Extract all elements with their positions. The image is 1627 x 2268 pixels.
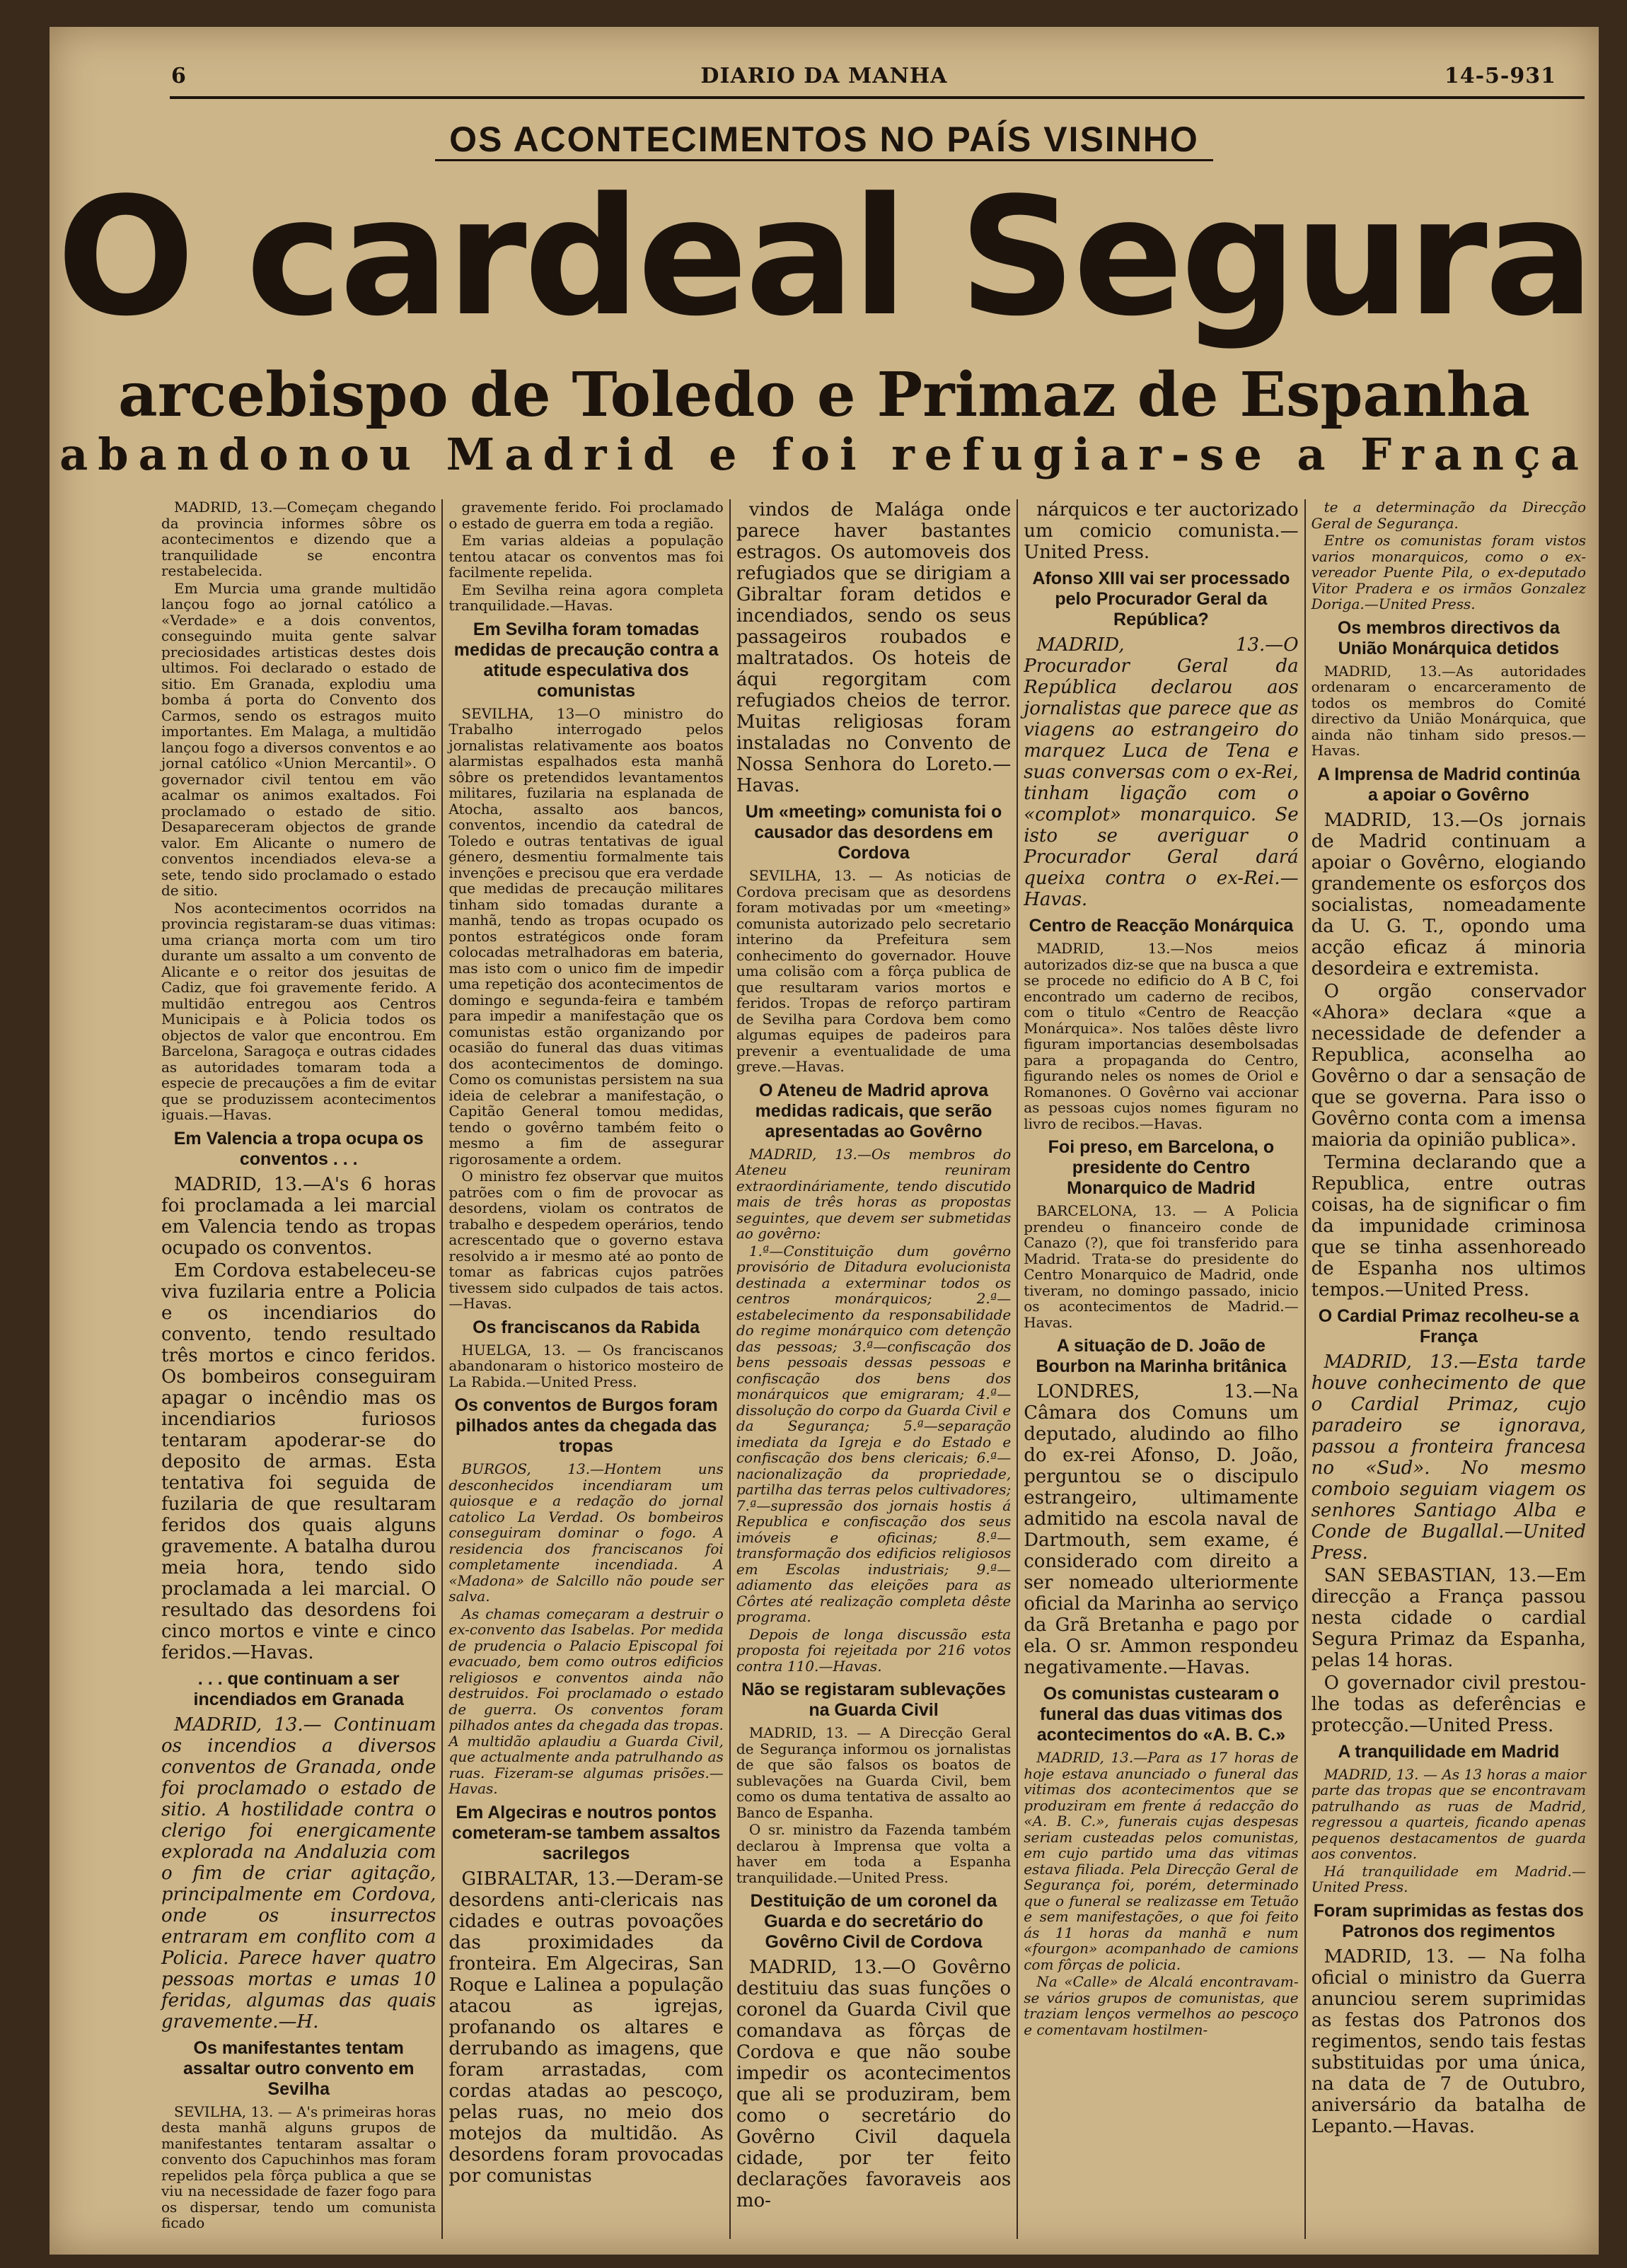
article-subheading: Em Valencia a tropa ocupa os conventos . . . xyxy=(173,1128,424,1169)
article-subheading: O Cardial Primaz recolheu-se a França xyxy=(1318,1305,1579,1347)
article-paragraph: te a determinação da Direcção Geral de Segurança. xyxy=(1311,499,1587,532)
article-paragraph: SEVILHA, 13—O ministro do Trabalho interrogado pelos jornalistas relativamente aos boatos alarmistas espalhados esta manhã sôbre os pretendidos levantamentos militares, fuzilaria na esplanada de Atocha, assalto aos bancos, conventos, incendio da catedral de Toledo e outras tentativas de igual género, desmentiu formalmente tais invenções e precisou que era verdade que medidas de precaução militares tinham sido tomadas durante a manhã, tendo as tropas ocupado os pontos estratégicos onde foram colocadas metralhadoras em bateria, mas isto com o unico fim de impedir uma repetição dos acontecimentos de domingo e segunda-feira e também para impedir a manifestação que os comunistas estão organizando por ocasião do funeral das duas vitimas dos acontecimentos de domingo. Como os comunistas persistem na sua ideia de celebrar a manifestação, o Capitão General tomou medidas, tendo o govêrno também feito o mesmo a fim de assegurar rigorosamente a ordem. xyxy=(448,704,724,1168)
article-paragraph: As chamas começaram a destruir o ex-convento das Isabelas. Por medida de prudencia o Palacio Episcopal foi evacuado, bem como outros edificios religiosos e conventos ainda não destruidos. Foi proclamado o estado de guerra. Os conventos foram pilhados antes da chegada das tropas. A multidão aplaudiu a Guarda Civil, que actualmente anda patrulhando as ruas. Fizeram-se algumas prisões.—Havas. xyxy=(448,1605,724,1797)
article-paragraph: MADRID, 13. — As 13 horas a maior parte das tropas que se encontravam patrulhando as ruas de Madrid, regressou a quarteis, ficando apenas pequenos destacamentos de guarda aos conventos. xyxy=(1311,1765,1587,1862)
article-paragraph: HUELGA, 13. — Os franciscanos abandonaram o historico mosteiro de La Rabida.—United Press. xyxy=(448,1341,724,1390)
article-paragraph: Termina declarando que a Republica, entre outras coisas, ha de significar o fim da impunidade criminosa que se tinha assenhoreado de Espanha nos ultimos tempos.—United Press. xyxy=(1311,1151,1587,1301)
article-paragraph: MADRID, 13.—A's 6 horas foi proclamada a lei marcial em Valencia tendo as tropas ocupado os conventos. xyxy=(161,1173,436,1259)
page-number: 6 xyxy=(171,64,187,88)
article-subheading: Não se registaram sublevações na Guarda Civil xyxy=(741,1680,1006,1720)
article-subheading: Em Sevilha foram tomadas medidas de precaução contra a atitude especulativa dos comunistas xyxy=(453,619,719,701)
article-paragraph: Nos acontecimentos ocorridos na provincia registaram-se duas vitimas: uma criança morta com um tiro durante um assalto a um convento de Alicante e o reitor dos jesuitas de Cadiz, que foi gravemente ferido. A multidão entregou aos Centros Municipais e à Policia todos os objectos de valor que encontrou. Em Barcelona, Saragoça e outras cidades as autoridades tomaram toda a especie de precauções a fim de evitar que se produzissem acontecimentos iguais.—Havas. xyxy=(161,899,436,1123)
article-subheading: Os comunistas custearam o funeral das duas vitimas dos acontecimentos do «A. B. C.» xyxy=(1036,1684,1286,1745)
article-paragraph: BURGOS, 13.—Hontem uns desconhecidos incendiaram um quiosque e a redação do jornal catolico La Verdad. Os bombeiros conseguiram dominar o fogo. A residencia dos franciscanos foi completamente incendiada. A «Madona» de Salcillo não poude ser salva. xyxy=(448,1460,724,1605)
column-2 xyxy=(443,499,730,2239)
article-paragraph: SEVILHA, 13. — A's primeiras horas desta manhã alguns grupos de manifestantes tentaram assaltar o convento dos Capuchinhos mas foram repelidos pela fôrça publica a que se viu na necessidade de fazer fogo para os dispersar, tendo um comunista ficado xyxy=(161,2103,436,2231)
article-subheading: Destituição de um coronel da Guarda e do secretário do Govêrno Civil de Cordova xyxy=(750,1891,997,1952)
article-paragraph: MADRID, 13.—Nos meios autorizados diz-se que na busca a que se procede no edificio do A B C, foi encontrado um caderno de recibos, com o titulo «Centro de Reacção Monárquica». Nos talões dêste livro figuram importancias desembolsadas para a propaganda do Centro, figurando neles os nomes de Oriol e Romanones. O Govêrno vai accionar as pessoas cujos nomes figuram no livro de recibos.—Havas. xyxy=(1024,940,1299,1132)
paper-name: DIARIO DA MANHA xyxy=(700,64,948,88)
article-columns xyxy=(156,499,1592,2239)
article-subheading: Centro de Reacção Monárquica xyxy=(1029,916,1294,936)
article-paragraph: GIBRALTAR, 13.—Deram-se desordens anti-clericais nas cidades e outras povoações das proximidades da fronteira. Em Algeciras, San Roque e Lalinea a população atacou as igrejas, profanando os altares e derrubando as imagens, que foram arrastadas, com cordas atadas ao pescoço, pelas ruas, no meio dos motejos da multidão. As desordens foram provocadas por comunistas xyxy=(448,1868,724,2187)
newspaper-page xyxy=(50,27,1599,2255)
headline: O cardeal Segura xyxy=(57,163,1592,352)
article-paragraph: LONDRES, 13.—Na Câmara dos Comuns um deputado, aludindo ao filho do ex-rei Afonso, D. João, perguntou se o discipulo estrangeiro, ultimamente admitido na escola naval de Dartmouth, sem exame, é considerado com direito a ser nomeado ulteriormente oficial da Marinha ao serviço da Grã Bretanha e pago por ela. O sr. Ammon respondeu negativamente.—Havas. xyxy=(1024,1381,1299,1678)
article-paragraph: MADRID, 13.—Para as 17 horas de hoje estava anunciado o funeral das vitimas dos acontecimentos que se produziram em frente á redacção do «A. B. C.», funerais cujas despesas seriam custeadas pelos comunistas, em cujo partido uma das vitimas estava filiada. Pela Direcção Geral de Segurança foi, porém, determinado que o funeral se realizasse em Tetuão e sem manifestações, o que foi feito ás 11 horas da manhã e num «fourgon» acompanhado de camions com fôrças de policia. xyxy=(1024,1749,1299,1973)
article-paragraph: Em varias aldeias a população tentou atacar os conventos mas foi facilmente repelida. xyxy=(448,532,724,581)
article-paragraph: O ministro fez observar que muitos patrões com o fim de provocar as desordens, violam os contratos de trabalho e despedem operários, tendo acrescentado que o governo estava resolvido a ir mesmo até ao ponto de tomar as fabricas cujos patrões tivessem sido culpados de tais actos.—Havas. xyxy=(448,1168,724,1312)
article-subheading: Os membros directivos da União Monárquica detidos xyxy=(1337,617,1560,658)
article-paragraph: MADRID, 13.—O Procurador Geral da República declarou aos jornalistas que parece que as viagens ao estrangeiro do marquez Luca de Tena e suas conversas com o ex-Rei, tinham ligação com o «complot» monarquico. Se isto se averiguar o Procurador Geral dará queixa contra o ex-Rei.—Havas. xyxy=(1024,634,1299,910)
article-paragraph: Há tranquilidade em Madrid.—United Press. xyxy=(1311,1862,1587,1895)
article-paragraph: Em Murcia uma grande multidão lançou fogo ao jornal católico a «Verdade» e a dois conventos, conseguindo muita gente salvar preciosidades artisticas destes dois ultimos. Foi declarado o estado de sitio. Em Granada, explodiu uma bomba á porta do Convento dos Carmos, sendo os estragos muito importantes. Em Malaga, a multidão lançou fogo a diversos conventos e ao jornal católico «Union Mercantil». O governador civil tentou em vão acalmar os animos exaltados. Foi proclamado o estado de sitio. Desapareceram objectos de grande valor. Em Alicante o numero de conventos incendiados eleva-se a sete, tendo sido proclamado o estado de sitio. xyxy=(161,579,436,899)
article-subheading: Os manifestantes tentam assaltar outro convento em Sevilha xyxy=(183,2037,415,2099)
article-paragraph: 1.ª—Constituição dum govêrno provisório de Ditadura evolucionista destinada a exterminar todos os centros monárquicos; 2.ª—estabelecimento da responsabilidade do regime monárquico com detenção das pessoas; 3.ª—confiscação dos bens pessoais dessas pessoas e confiscação dos bens dos monárquicos que emigraram; 4.ª—dissolução do corpo da Guarda Civil e da Segurança; 5.ª—separação imediata da Igreja e do Estado e confiscação dos bens clericais; 6.ª—nacionalização da propriedade, partilha das terras pelos cultivadores; 7.ª—supressão dos jornais hostis á Republica e confiscação dos seus imóveis e oficinas; 8.ª—transformação dos edificios religiosos em Escolas industriais; 9.ª—adiamento das eleições para as Côrtes até realização completa dêste programa. xyxy=(736,1242,1012,1625)
article-paragraph: MADRID, 13.—Começam chegando da provincia informes sôbre os acontecimentos e dizendo que a tranquilidade se encontra restabelecida. xyxy=(161,499,436,579)
column-1 xyxy=(156,499,443,2239)
column-3 xyxy=(731,499,1018,2239)
article-paragraph: MADRID, 13.—Os membros do Ateneu reuniram extraordináriamente, tendo discutido mais de três horas as propostas seguintes, que devem ser submetidas ao govêrno: xyxy=(736,1145,1012,1242)
article-subheading: Os conventos de Burgos foram pilhados antes da chegada das tropas xyxy=(454,1395,718,1456)
article-subheading: Os franciscanos da Rabida xyxy=(473,1317,700,1337)
article-paragraph: MADRID, 13.—Os jornais de Madrid continuam a apoiar o Govêrno, elogiando grandemente os esforços dos socialistas, nomeadamente da U. G. T., opondo uma acção eficaz á minoria desordeira e extremista. xyxy=(1311,809,1587,979)
issue-date: 14-5-931 xyxy=(1444,64,1556,88)
article-paragraph: Depois de longa discussão esta proposta foi rejeitada por 216 votos contra 110.—Havas. xyxy=(736,1625,1012,1675)
kicker-text: OS ACONTECIMENTOS NO PAÍS VISINHO xyxy=(435,120,1213,161)
article-paragraph: nárquicos e ter auctorizado um comicio comunista.—United Press. xyxy=(1024,499,1299,563)
article-subheading: A tranquilidade em Madrid xyxy=(1338,1741,1560,1762)
article-paragraph: Entre os comunistas foram vistos varios monarquicos, como o ex-vereador Puente Pila, o ex-deputado Vitor Pradera e os irmãos Gonzalez Doriga.—United Press. xyxy=(1311,532,1587,612)
subheadline-secondary: abandonou Madrid e foi refugiar-se a França xyxy=(59,429,1589,480)
article-subheading: O Ateneu de Madrid aprova medidas radicais, que serão apresentadas ao Govêrno xyxy=(755,1080,992,1141)
subheadline: arcebispo de Toledo e Primaz de Espanha xyxy=(117,359,1531,431)
article-subheading: A situação de D. João de Bourbon na Marinha britânica xyxy=(1036,1336,1287,1376)
article-paragraph: MADRID, 13. — A Direcção Geral de Segurança informou os jornalistas de que são falsos os boatos de sublevações na Guarda Civil, bem como os duma tentativa de assalto ao Banco de Espanha. xyxy=(736,1724,1012,1821)
article-paragraph: Em Cordova estabeleceu-se viva fuzilaria entre a Policia e os incendiarios do convento, tendo resultado três mortos e cinco feridos. Os bombeiros conseguiram apagar o incêndio mas os incendiarios furiosos tentaram apoderar-se do deposito de armas. Esta tentativa foi seguida de fuzilaria de que resultaram feridos dos quais alguns gravemente. A batalha durou meia hora, tendo sido proclamada a lei marcial. O resultado das desordens foi cinco mortos e vinte e cinco feridos.—Havas. xyxy=(161,1260,436,1663)
column-5 xyxy=(1306,499,1592,2239)
article-subheading: . . . que continuam a ser incendiados em Granada xyxy=(193,1668,404,1709)
article-subheading: Afonso XIII vai ser processado pelo Procurador Geral da República? xyxy=(1032,569,1290,629)
article-paragraph: MADRID, 13. — Na folha oficial o ministro da Guerra anunciou serem suprimidas as festas dos Patronos dos regimentos, sendo tais festas substituidas por uma única, na data de 7 de Outubro, aniversário da batalha de Lepanto.—Havas. xyxy=(1311,1946,1587,2137)
article-paragraph: O sr. ministro da Fazenda também declarou à Imprensa que volta a haver em toda a Espanha tranquilidade.—United Press. xyxy=(736,1821,1012,1886)
article-subheading: Um «meeting» comunista foi o causador das desordens em Cordova xyxy=(745,802,1002,863)
article-subheading: A Imprensa de Madrid continúa a apoiar o Govêrno xyxy=(1317,764,1580,805)
article-paragraph: SAN SEBASTIAN, 13.—Em direcção a França passou nesta cidade o cardial Segura Primaz da Espanha, pelas 14 horas. xyxy=(1311,1564,1587,1671)
article-subheading: Foi preso, em Barcelona, o presidente do Centro Monarquico de Madrid xyxy=(1048,1137,1275,1198)
article-paragraph: BARCELONA, 13. — A Policia prendeu o financeiro conde de Canazo (?), que foi transferido para Madrid. Trata-se do presidente do Centro Monarquico de Madrid, onde tiveram, no domingo passado, inicio os acontecimentos de Madrid.—Havas. xyxy=(1024,1202,1299,1331)
article-paragraph: vindos de Malága onde parece haver bastantes estragos. Os automoveis dos refugiados que se dirigiam a Gibraltar foram detidos e incendiados, sendo os seus passageiros roubados e maltratados. Os hoteis de áqui regorgitam com refugiados cheios de terror. Muitas religiosas foram instaladas no Convento de Nossa Senhora do Loreto.—Havas. xyxy=(736,499,1012,796)
column-4 xyxy=(1018,499,1305,2239)
article-paragraph: gravemente ferido. Foi proclamado o estado de guerra em toda a região. xyxy=(448,499,724,532)
article-paragraph: MADRID, 13.—Esta tarde houve conhecimento de que o Cardial Primaz, cujo paradeiro se ignorava, passou a fronteira francesa no «Sud». No mesmo comboio seguiam viagem os senhores Santiago Alba e Conde de Bugallal.—United Press. xyxy=(1311,1351,1587,1564)
article-subheading: Em Algeciras e noutros pontos cometeram-se tambem assaltos sacrilegos xyxy=(451,1802,721,1863)
article-paragraph: SEVILHA, 13. — As noticias de Cordova precisam que as desordens foram motivadas por um «meeting» comunista autorizado pelo secretario interino da Prefeitura sem conhecimento do governador. Houve uma colisão com a fôrça publica de que resultaram varios mortos e feridos. Tropas de reforço partiram de Sevilha para Cordova bem como algumas equipes de padeiros para prevenir a eventualidade de uma greve.—Havas. xyxy=(736,867,1012,1075)
article-paragraph: MADRID, 13.—As autoridades ordenaram o encarceramento de todos os membros do Comité directivo da União Monárquica, que ainda não tinham sido presos.—Havas. xyxy=(1311,662,1587,759)
section-kicker xyxy=(50,119,1599,160)
article-paragraph: Na «Calle» de Alcalá encontravam-se vários grupos de comunistas, que traziam lenços vermelhos ao pescoço e comentavam hostilmen- xyxy=(1024,1973,1299,2038)
article-paragraph: O orgão conservador «Ahora» declara «que a necessidade de defender a Republica, aconselha ao Govêrno o dar a sensação de que se governa. Para isso o Govêrno conta com a imensa maioria da opinião publica». xyxy=(1311,980,1587,1151)
header-rule xyxy=(170,96,1585,99)
article-paragraph: MADRID, 13.— Continuam os incendios a diversos conventos de Granada, onde foi proclamado o estado de sitio. A hostilidade contra o clerigo foi energicamente explorada na Andaluzia com o fim de criar agitação, principalmente em Cordova, onde os insurrectos entraram em conflito com a Policia. Parece haver quatro pessoas mortas e umas 10 feridas, algumas das quais gravemente.—H. xyxy=(161,1714,436,2033)
article-paragraph: O governador civil prestou-lhe todas as deferências e protecção.—United Press. xyxy=(1311,1672,1587,1736)
article-subheading: Foram suprimidas as festas dos Patronos dos regimentos xyxy=(1313,1900,1584,1941)
article-paragraph: Em Sevilha reina agora completa tranquilidade.—Havas. xyxy=(448,581,724,614)
article-paragraph: MADRID, 13.—O Govêrno destituiu das suas funções o coronel da Guarda Civil que comandava as fôrças de Cordova e que não soube impedir os acontecimentos que ali se produziram, bem como o secretário do Govêrno Civil daquela cidade, por ter feito declarações favoraveis aos mo- xyxy=(736,1957,1012,2211)
